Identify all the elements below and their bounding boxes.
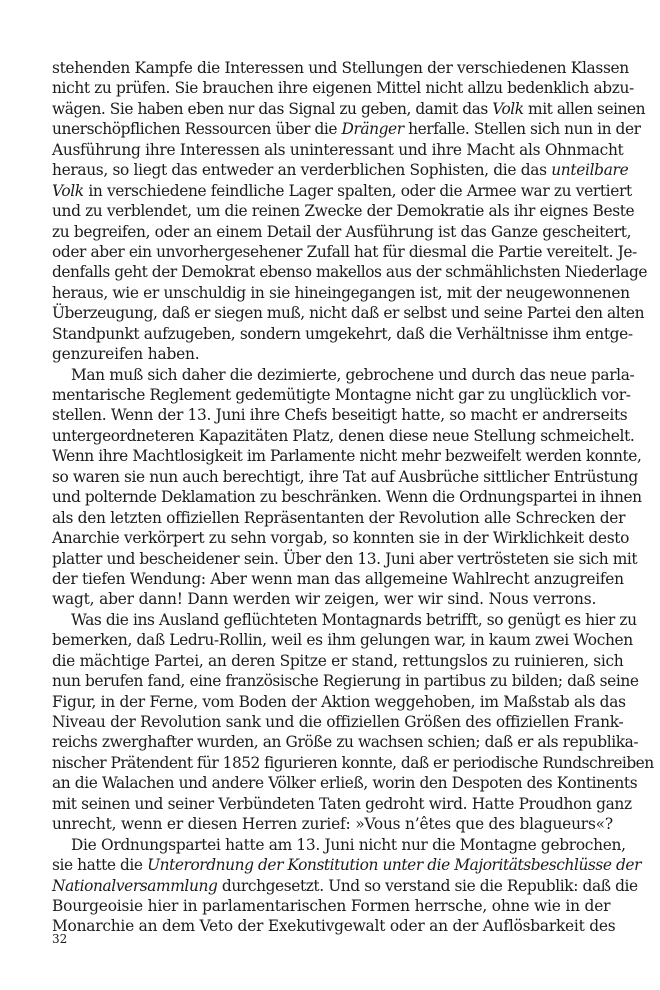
- text-line: sie hatte die Unterordnung der Konstitution unter die Majoritätsbeschlüsse der: [52, 856, 642, 875]
- text-line: mit seinen und seiner Verbündeten Taten gedroht wird. Hatte Proudhon ganz: [52, 794, 632, 813]
- text-line: untergeordneteren Kapazitäten Platz, denen diese neue Stellung schmeichelt.: [52, 426, 635, 445]
- text-line: Nationalversammlung durchgesetzt. Und so verstand sie die Republik: daß die: [52, 876, 638, 895]
- text-line: Volk in verschiedene feindliche Lager spalten, oder die Armee war zu vertiert: [52, 181, 632, 200]
- text-line: Ausführung ihre Interessen als uninteressant und ihre Macht als Ohnmacht: [52, 140, 624, 159]
- text-line: Überzeugung, daß er siegen muß, nicht daß er selbst und seine Partei den alten: [52, 304, 645, 323]
- text-line: Niveau der Revolution sank und die offiziellen Größen des offiziellen Frank-: [52, 713, 624, 731]
- text-line: Bourgeoisie hier in parlamentarischen Formen herrsche, ohne wie in der: [52, 896, 611, 915]
- text-line: Figur, in der Ferne, vom Boden der Aktion weggehoben, im Maßstab als das: [52, 692, 626, 711]
- text-line: genzureifen haben.: [52, 345, 200, 364]
- text-line: zu begreifen, oder an einem Detail der Ausführung ist das Ganze gescheitert,: [52, 222, 632, 241]
- text-line: Anarchie verkörpert zu sehn vorgab, so konnten sie in der Wirklichkeit desto: [52, 529, 630, 548]
- text-line: nicht zu prüfen. Sie brauchen ihre eigenen Mittel nicht allzu bedenklich abzu-: [52, 79, 634, 98]
- text-line: Wenn ihre Machtlosigkeit im Parlamente nicht mehr bezweifelt werden konnte,: [52, 447, 642, 466]
- text-line: bemerken, daß Ledru-Rollin, weil es ihm gelungen war, in kaum zwei Wochen: [52, 631, 633, 650]
- text-line: wägen. Sie haben eben nur das Signal zu geben, damit das Volk mit allen seinen: [52, 99, 646, 118]
- text-line: wagt, aber dann! Dann werden wir zeigen, wer wir sind. Nous verrons.: [52, 590, 597, 609]
- text-line: nun berufen fand, eine französische Regierung in partibus zu bilden; daß seine: [52, 672, 639, 691]
- text-line: und polternde Deklamation zu beschränken. Wenn die Ordnungspartei in ihnen: [52, 488, 642, 507]
- text-line: die mächtige Partei, an deren Spitze er stand, rettungslos zu ruinieren, sich: [52, 651, 624, 670]
- text-line: unrecht, wenn er diesen Herren zurief: »Vous n’êtes que des blagueurs«?: [52, 815, 613, 834]
- text-line: heraus, wie er unschuldig in sie hineingegangen ist, mit der neugewonnenen: [52, 283, 630, 302]
- text-line: stehenden Kampfe die Interessen und Stellungen der verschiedenen Klassen: [52, 59, 629, 77]
- text-line: Monarchie an dem Veto der Exekutivgewalt oder an der Auflösbarkeit des: [52, 917, 616, 936]
- text-line: mentarische Reglement gedemütigte Montagne nicht gar zu unglücklich vor-: [52, 386, 631, 404]
- text-line: reichs zwerghafter wurden, an Größe zu wachsen schien; daß er als republika-: [52, 733, 639, 752]
- text-line: und zu verblendet, um die reinen Zwecke der Demokratie als ihr eignes Beste: [52, 202, 635, 221]
- text-line: stellen. Wenn der 13. Juni ihre Chefs beseitigt hatte, so macht er andrerseits: [52, 406, 628, 425]
- text-line: Die Ordnungspartei hatte am 13. Juni nicht nur die Montagne gebrochen,: [71, 835, 626, 854]
- text-line: platter und bescheidener sein. Über den 13. Juni aber vertrösteten sie sich mit: [52, 549, 638, 568]
- text-line: der tiefen Wendung: Aber wenn man das allgemeine Wahlrecht anzugreifen: [52, 569, 624, 588]
- text-line: denfalls geht der Demokrat ebenso makellos aus der schmählichsten Niederlage: [52, 263, 647, 282]
- text-line: nischer Prätendent für 1852 figurieren konnte, daß er periodische Rundschreiben: [52, 753, 654, 772]
- text-line: Standpunkt aufzugeben, sondern umgekehrt, daß die Verhältnisse ihm entge-: [52, 324, 633, 343]
- page-number: 32: [52, 932, 68, 946]
- text-line: heraus, so liegt das entweder an verderblichen Sophisten, die das unteilbare: [52, 161, 629, 180]
- text-line: Man muß sich daher die dezimierte, gebrochene und durch das neue parla-: [71, 365, 635, 384]
- text-line: so waren sie nun auch berechtigt, ihre Tat auf Ausbrüche sittlicher Entrüstung: [52, 467, 638, 486]
- text-line: Was die ins Ausland geflüchteten Montagnards betrifft, so genügt es hier zu: [71, 610, 637, 629]
- text-line: als den letzten offiziellen Repräsentanten der Revolution alle Schrecken der: [52, 508, 626, 527]
- text-line: unerschöpflichen Ressourcen über die Dränger herfalle. Stellen sich nun in der: [52, 120, 641, 139]
- body-text: [52, 58, 654, 937]
- text-line: oder aber ein unvorhergesehener Zufall hat für diesmal die Partie vereitelt. Je-: [52, 242, 637, 261]
- text-line: an die Walachen und andere Völker erließ, worin den Despoten des Kontinents: [52, 774, 638, 793]
